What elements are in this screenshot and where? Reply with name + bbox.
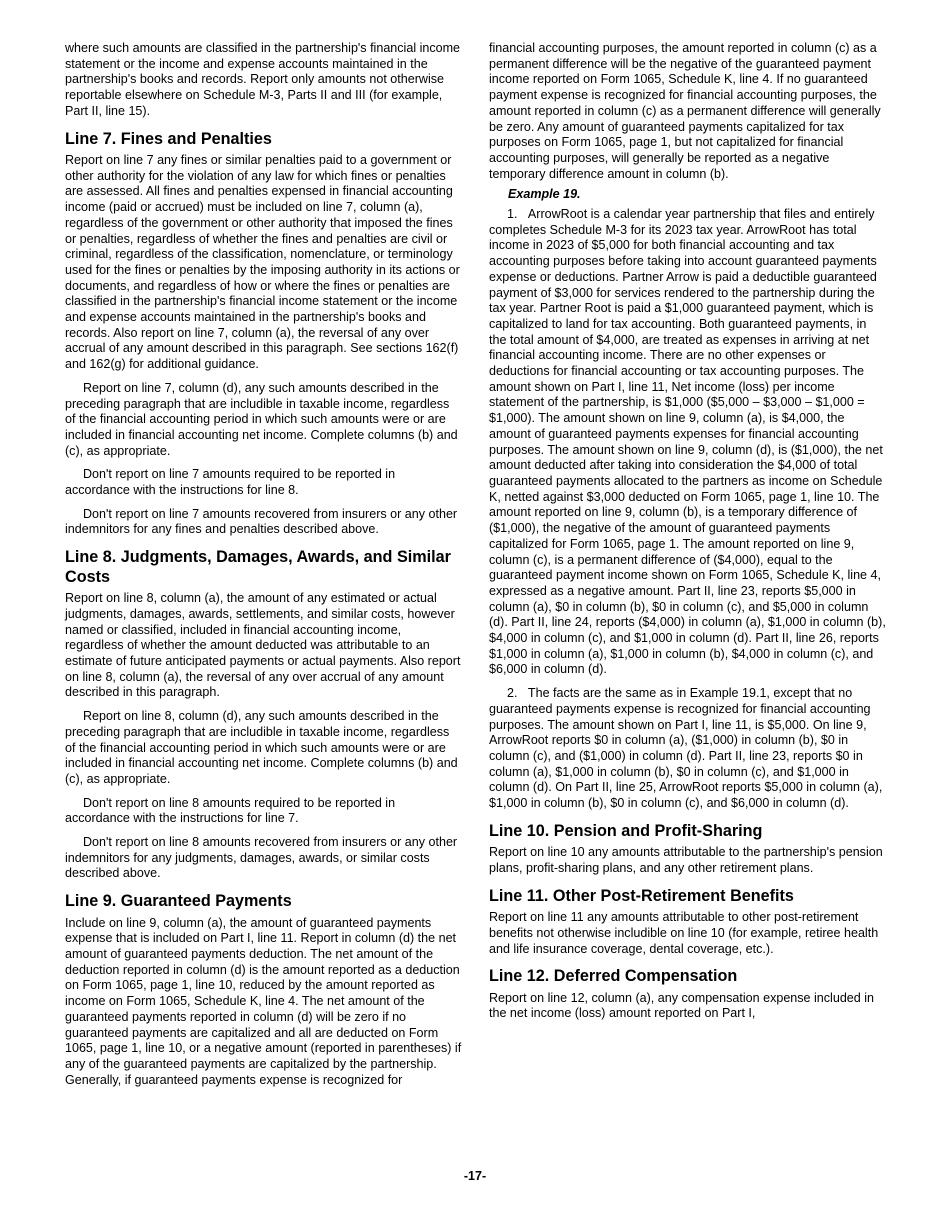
line8-paragraph-2: Report on line 8, column (d), any such amounts described in the preceding paragraph that are includible in taxable income, regardless of the financial accounting period in which such amounts were or are included in financial accounting net income. Complete columns (b) and (c), as appropriate.: [65, 709, 458, 786]
line8-paragraph-3: Don't report on line 8 amounts required to be reported in accordance with the instructions for line 7.: [65, 795, 396, 826]
line9-heading: Line 9. Guaranteed Payments: [65, 892, 292, 911]
line12-section: [489, 967, 887, 1022]
line9-paragraph: Include on line 9, column (a), the amount of guaranteed payments expense that is included on Part I, line 11. Report in column (d) the net amount of guaranteed payments deduction. The net amount of the deduction reported in column (d) is the amount reported as a deduction on Form 1065, page 1, line 10, reduced by the amount reported as income on Form 1065, Schedule K, line 4. The net amount of the guaranteed payments reported in column (d) will be zero if no guaranteed payments are capitalized and all are deducted on Form 1065, page 1, line 10, or a negative amount (reported in parentheses) if any of the guaranteed payments are capitalized by the partnership. Generally, if guaranteed payments expense is recognized for: [65, 915, 462, 1087]
line7-paragraph-2: Report on line 7, column (d), any such amounts described in the preceding paragraph that are includible in taxable income, regardless of the financial accounting period in which such amounts were or are included in financial accounting net income. Complete columns (b) and (c), as appropriate.: [65, 380, 458, 458]
right-column: [489, 41, 887, 1022]
line11-paragraph: Report on line 11 any amounts attributable to other post-retirement benefits not otherwise includible on line 10 (for example, retiree health and life insurance coverage, dental coverage, etc.).: [489, 910, 879, 956]
line10-paragraph: Report on line 10 any amounts attributable to the partnership's pension plans, profit-sharing plans, and any other retirement plans.: [489, 845, 883, 875]
line7-section: [65, 130, 463, 539]
line9-section: [65, 892, 463, 1088]
example-item-2: 2. The facts are the same as in Example 19.1, except that no guaranteed payments expense is recognized for financial accounting purposes. The amount shown on Part I, line 11, is $5,000. On line 9, ArrowRoot reports $0 in column (a), ($1,000) in column (b), $0 in column (c), and ($1,000) in column (d). Part II, line 23, reports $0 in column (a), $1,000 in column (b), $0 in column (c), and $1,000 in column (d). On Part II, line 25, ArrowRoot reports $5,000 in column (a), $1,000 in column (b), $0 in column (c), and $6,000 in column (d).: [489, 686, 883, 811]
example-title: Example 19.: [508, 187, 581, 202]
intro-paragraph: where such amounts are classified in the partnership's financial income statement or the income and expense accounts maintained in the partnership's books and records. Report only amounts not otherwise reportable elsewhere on Schedule M-3, Parts II and III (for example, Part II, line 15).: [65, 41, 461, 118]
line11-heading: Line 11. Other Post-Retirement Benefits: [489, 886, 794, 905]
line12-heading: Line 12. Deferred Compensation: [489, 967, 738, 986]
line7-paragraph-3: Don't report on line 7 amounts required to be reported in accordance with the instructions for line 8.: [65, 467, 396, 498]
example-19: [489, 187, 887, 811]
line7-paragraph-4: Don't report on line 7 amounts recovered from insurers or any other indemnitors for any fines and penalties described above.: [65, 506, 458, 537]
line7-paragraph-1: Report on line 7 any fines or similar penalties paid to a government or other authority for the violation of any law for which fines or penalties are assessed. All fines and penalties expensed in financial accounting income (paid or accrued) must be included on line 7, column (a), regardless of the government or other authority that imposed the fines or penalties, regardless of whether the fines and penalties are civil or criminal, regardless of the classification, nomenclature, or terminology used for the fines or penalties by the imposing authority in its actions or documents, and regardless of how or where the fines or penalties are classified in the partnership's financial income statement or the income and expense accounts maintained in the partnership's books and records. Also report on line 7, column (a), the reversal of any over accrual of any amount described in this paragraph. See sections 162(f) and 162(g) for additional guidance.: [65, 153, 460, 372]
line10-section: [489, 822, 887, 877]
line8-paragraph-1: Report on line 8, column (a), the amount of any estimated or actual judgments, damages, awards, settlements, and similar costs, however named or classified, included in financial accounting income, regardless of whether the amount deducted was attributable to an estimate of future anticipated payments or actual payments. Also report on line 8, column (a), the reversal of any over accrual of any amount described in this paragraph.: [65, 591, 461, 700]
line8-section: [65, 548, 463, 882]
line8-heading: Line 8. Judgments, Damages, Awards, and Similar Costs: [65, 548, 451, 586]
page-number: -17-: [463, 1169, 487, 1183]
line8-paragraph-4: Don't report on line 8 amounts recovered from insurers or any other indemnitors for any judgments, damages, awards, or similar costs described above.: [65, 835, 458, 881]
left-column: [65, 41, 463, 1088]
line12-paragraph: Report on line 12, column (a), any compensation expense included in the net income (loss) amount reported on Part I,: [489, 990, 875, 1021]
line11-section: [489, 887, 887, 958]
line7-heading: Line 7. Fines and Penalties: [65, 129, 272, 148]
line10-heading: Line 10. Pension and Profit-Sharing: [489, 821, 763, 840]
line9-continuation-paragraph: financial accounting purposes, the amount reported in column (c) as a permanent difference will be the negative of the guaranteed payment income reported on Form 1065, Schedule K, line 4. If no guaranteed payment expense is recognized for financial accounting purposes, the amount reported in column (c) as a permanent difference will generally be zero. Any amount of guaranteed payments capitalized for tax purposes on Form 1065, page 1, but not capitalized for financial accounting purposes, will generally be reported as a negative temporary difference amount in column (b).: [489, 41, 881, 181]
example-item-1: 1. ArrowRoot is a calendar year partnership that files and entirely completes Schedule M-3 for its 2023 tax year. ArrowRoot has total income in 2023 of $5,000 for both financial accounting and tax accounting purposes before taking into account guaranteed payments expense or deductions. Partner Arrow is paid a deductible guaranteed payment of $3,000 for services rendered to the partnership during the tax year. Partner Root is paid a $1,000 guaranteed payment, which is capitalized to land for tax accounting. Both guaranteed payments, in the total amount of $4,000, are treated as expenses in arriving at net financial accounting income. There are no other expenses or deductions for financial accounting or tax accounting purposes. The amount shown on Part I, line 11, Net income (loss) per income statement of the partnership, is $1,000 ($5,000 – $3,000 – $1,000 = $1,000). The amount shown on line 9, column (a), is $4,000, the amount of guaranteed payments expenses for financial accounting purposes. The amount shown on line 9, column (d), is ($1,000), the net amount deducted after taking into consideration the $4,000 of total guaranteed payments allocated to the partners as income on Schedule K, netted against $3,000 deducted on Form 1065, page 1, line 10. The amount reported on line 9, column (b), is a temporary difference of ($1,000), the negative of the amount of guaranteed payments capitalized for Form 1065, page 1. The amount reported on line 9, column (c), is a permanent difference of ($4,000), equal to the guaranteed payment income shown on Form 1065, Schedule K, line 4, expressed as a negative amount. Part II, line 23, reports $5,000 in column (a), $0 in column (b), $0 in column (c), and $5,000 in column (d). Part II, line 24, reports ($4,000) in column (a), $1,000 in column (b), $4,000 in column (c), and $1,000 in column (d). Part II, line 26, reports $1,000 in column (a), $1,000 in column (b), $4,000 in column (c), and $6,000 in column (d).: [489, 207, 886, 677]
